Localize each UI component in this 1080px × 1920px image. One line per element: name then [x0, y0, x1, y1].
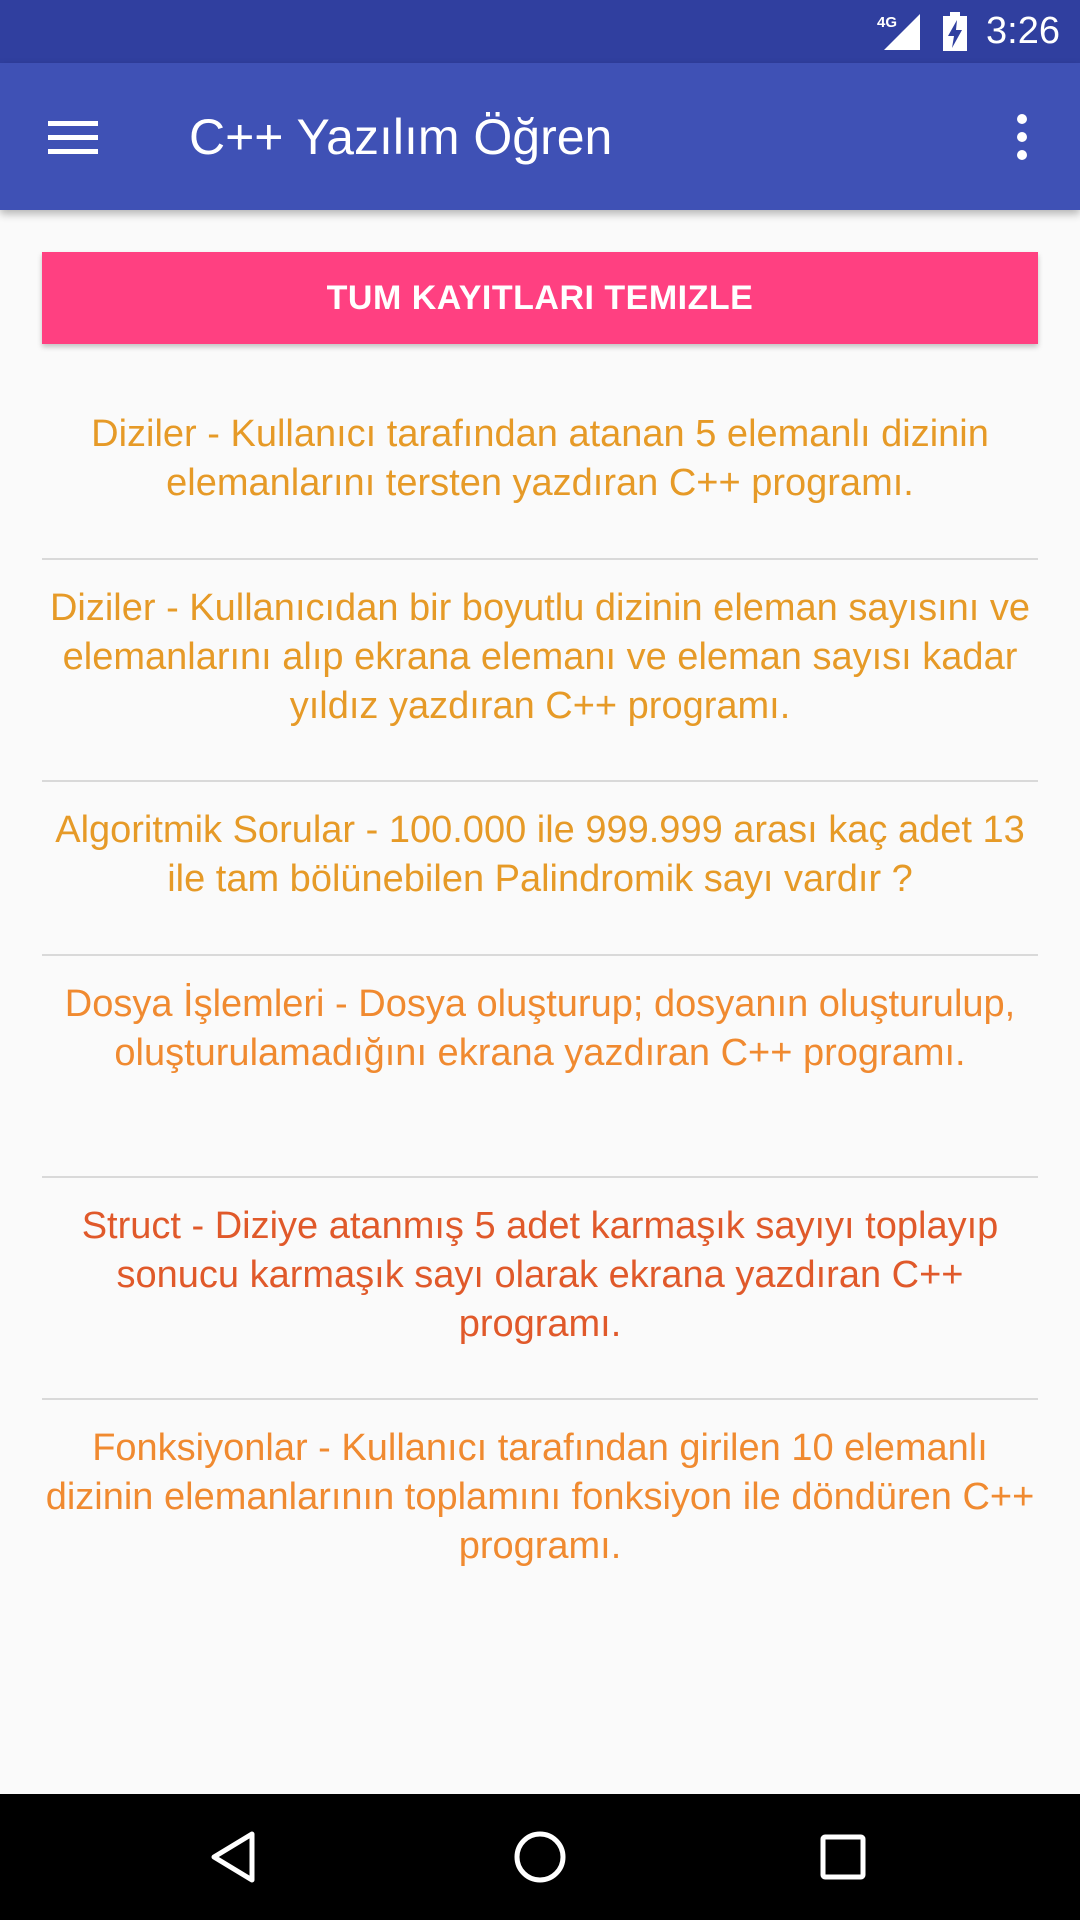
back-button[interactable] [200, 1822, 270, 1892]
system-navigation-bar [0, 1794, 1080, 1920]
battery-charging-icon [942, 10, 968, 52]
home-button[interactable] [505, 1822, 575, 1892]
hamburger-menu-icon [38, 108, 110, 166]
list-item-text: Dosya İşlemleri - Dosya oluşturup; dosyanın oluşturulup, oluşturulamadığını ekrana yazdıran C++ programı. [64, 983, 1016, 1074]
page-title: C++ Yazılım Öğren [189, 109, 613, 165]
list-item[interactable] [42, 1178, 1038, 1400]
list-item-text: Algoritmik Sorular - 100.000 ile 999.999 arası kaç adet 13 ile tam bölünebilen Palindromik sayı vardır ? [55, 809, 1025, 900]
record-list [42, 386, 1038, 1600]
list-item[interactable] [42, 1400, 1038, 1600]
signal-icon [876, 10, 922, 52]
list-item-text: Fonksiyonlar - Kullanıcı tarafından girilen 10 elemanlı dizinin elemanlarının toplamını fonksiyon ile döndüren C++ programı. [45, 1427, 1035, 1567]
status-bar [0, 0, 1080, 63]
app-bar [0, 63, 1080, 210]
list-item[interactable] [42, 956, 1038, 1178]
list-item-text: Diziler - Kullanıcı tarafından atanan 5 elemanlı dizinin elemanlarını tersten yazdıran C++ programı. [91, 413, 989, 504]
network-type-label: 4G [877, 14, 898, 31]
clear-all-records-button[interactable]: TUM KAYITLARI TEMIZLE [42, 252, 1038, 344]
status-time: 3:26 [986, 10, 1060, 52]
list-item-text: Diziler - Kullanıcıdan bir boyutlu dizinin eleman sayısını ve elemanlarını alıp ekrana elemanı ve eleman sayısı kadar yıldız yazdıran C++ programı. [49, 587, 1031, 727]
list-item[interactable] [42, 386, 1038, 560]
recents-icon [808, 1822, 878, 1892]
back-icon [200, 1822, 270, 1892]
list-item[interactable] [42, 560, 1038, 782]
overflow-menu-button[interactable] [1002, 108, 1042, 166]
recents-button[interactable] [808, 1822, 878, 1892]
content-area [0, 210, 1080, 1794]
list-item-text: Struct - Diziye atanmış 5 adet karmaşık sayıyı toplayıp sonucu karmaşık sayı olarak ekrana yazdıran C++ programı. [81, 1205, 999, 1345]
list-item[interactable] [42, 782, 1038, 956]
navigation-drawer-button[interactable] [38, 108, 110, 166]
more-vertical-icon [1002, 108, 1042, 166]
home-icon [505, 1822, 575, 1892]
